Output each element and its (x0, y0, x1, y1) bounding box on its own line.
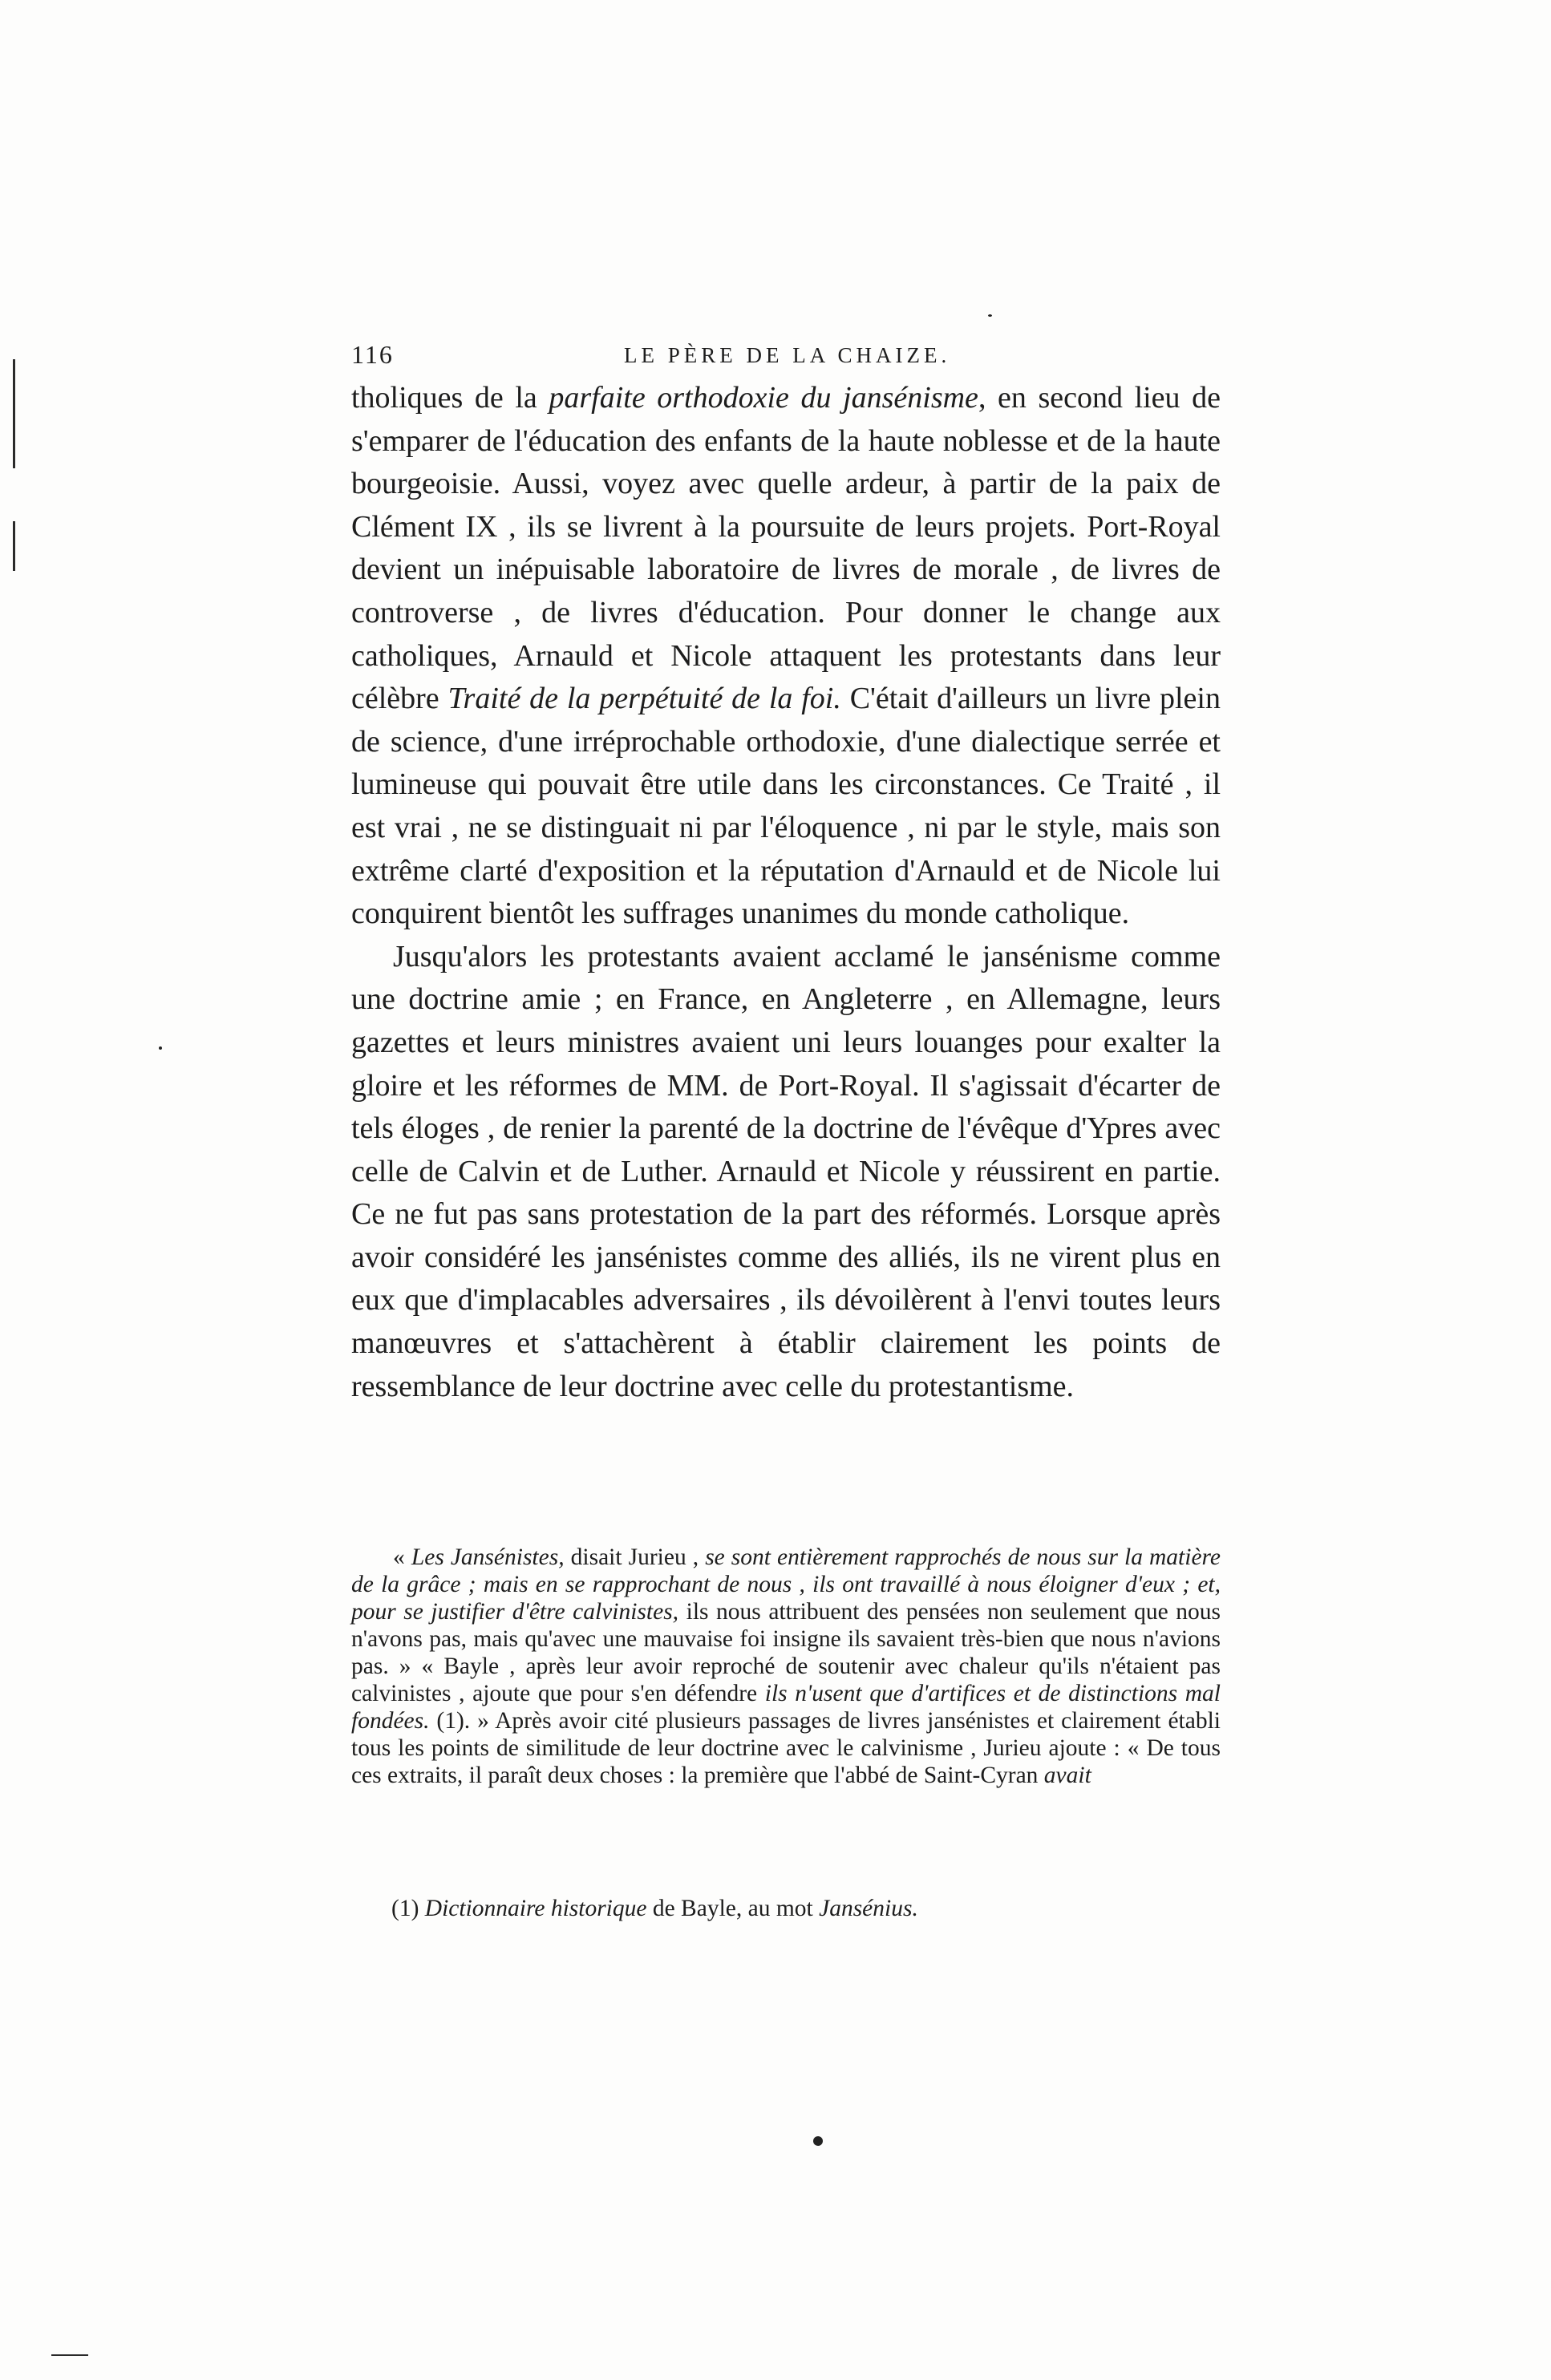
paragraph-2: Jusqu'alors les protestants avaient acclamé le jansénisme comme une doctrine amie ; en France, en Angleterre , en Allemagne, leurs gazettes et leurs ministres avaient uni leurs louanges pour exalter la gloire et les réformes de MM. de Port-Royal. Il s'agissait d'écarter de tels éloges , de renier la parenté de la doctrine de l'évêque d'Ypres avec celle de Calvin et de Luther. Arnauld et Nicole y réussirent en partie. Ce ne fut pas sans protestation de la part des réformés. Lorsque après avoir considéré les jansénistes comme des alliés, ils ne virent plus en eux que d'implacables adversaires , ils dévoilèrent à l'envi toutes leurs manœuvres et s'attachèrent à établir clairement les points de ressemblance de leur doctrine avec celle du protestantisme. (351, 939, 1221, 1403)
scan-margin-mark-middle (13, 521, 15, 571)
scan-margin-mark-bottom (51, 2354, 88, 2356)
footnote: (1) Dictionnaire historique de Bayle, au mot Jansénius. (391, 1896, 918, 1921)
quotation-paragraph: « Les Jansénistes, disait Jurieu , se sont entièrement rapprochés de nous sur la matière de la grâce ; mais en se rapprochant de nous , ils ont travaillé à nous éloigner d'eux ; et, pour se justifier d'être calvinistes, ils nous attribuent des pensées non seulement que nous n'avons pas, mais qu'avec une mauvaise foi insigne ils savaient très-bien que nous n'avions pas. » « Bayle , après leur avoir reproché de soutenir avec chaleur qu'ils n'étaient pas calvinistes , ajoute que pour s'en défendre ils n'usent que d'artifices et de distinctions mal fondées. (1). » Après avoir cité plusieurs passages de livres jansénistes et clairement établi tous les points de similitude de leur doctrine avec le calvinisme , Jurieu ajoute : « De tous ces extraits, il paraît deux choses : la première que l'abbé de Saint-Cyran avait (351, 1544, 1221, 1788)
specks (159, 1046, 162, 1050)
scan-margin-mark-top (13, 359, 15, 468)
paragraph-1: tholiques de la parfaite orthodoxie du jansénisme, en second lieu de s'emparer de l'éducation des enfants de la haute noblesse et de la haute bourgeoisie. Aussi, voyez avec quelle ardeur, à partir de la paix de Clément IX , ils se livrent à la poursuite de leurs projets. Port-Royal devient un inépuisable laboratoire de livres de morale , de livres de controverse , de livres d'éducation. Pour donner le change aux catholiques, Arnauld et Nicole attaquent les protestants dans leur célèbre Traité de la perpétuité de la foi. C'était d'ailleurs un livre plein de science, d'une irréprochable orthodoxie, d'une dialectique serrée et lumineuse qui pouvait être utile dans les circonstances. Ce Traité , il est vrai , ne se distinguait ni par l'éloquence , ni par le style, mais son extrême clarté d'exposition et la réputation d'Arnauld et de Nicole lui conquirent bientôt les suffrages unanimes du monde catholique. (351, 381, 1221, 931)
main-text (351, 377, 1221, 1408)
quotation-block (351, 1544, 1221, 1789)
running-head: LE PÈRE DE LA CHAIZE. (624, 343, 951, 367)
page-number: 116 (351, 340, 394, 369)
page-header (351, 340, 1217, 380)
specks (988, 314, 992, 317)
ink-blot (813, 2136, 823, 2146)
